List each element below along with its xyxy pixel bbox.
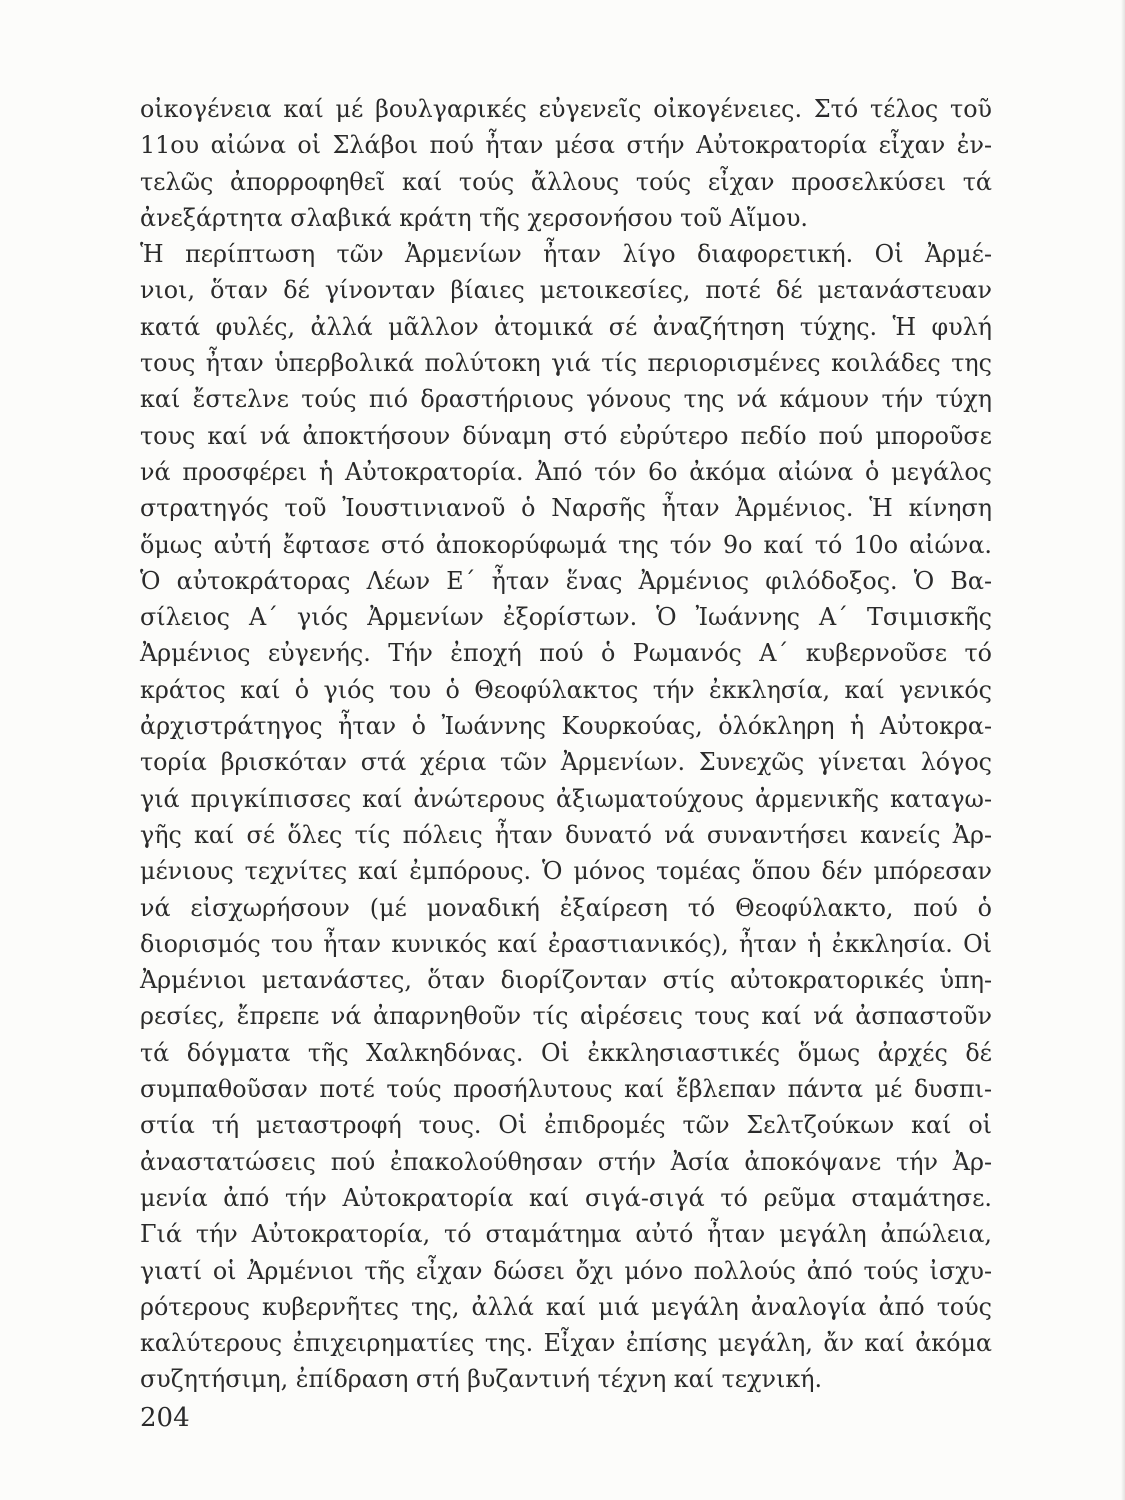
text-line: μενία ἀπό τήν Αὐτοκρατορία καί σιγά-σιγά τό ρεῦμα σταμάτησε. — [140, 1183, 992, 1212]
text-line: νά προσφέρει ἡ Αὐτοκρατορία. Ἀπό τόν 6ο ἀκόμα αἰώνα ὁ μεγάλος — [140, 457, 992, 486]
text-line: Ἡ περίπτωση τῶν Ἀρμενίων ἦταν λίγο διαφορετική. Οἱ Ἀρμέ- — [140, 240, 992, 269]
text-line: συζητήσιμη, ἐπίδραση στή βυζαντινή τέχνη καί τεχνική. — [140, 1365, 823, 1394]
text-line: νιοι, ὅταν δέ γίνονταν βίαιες μετοικεσίες, ποτέ δέ μετανάστευαν — [140, 276, 992, 305]
page-edge-shadow — [1121, 0, 1125, 1500]
text-line: 11ου αἰώνα οἱ Σλάβοι πού ἦταν μέσα στήν Αὐτοκρατορία εἶχαν ἐν- — [140, 131, 992, 160]
text-line: διορισμός του ἦταν κυνικός καί ἐραστιανικός), ἦταν ἡ ἐκκλησία. Οἱ — [140, 929, 992, 958]
text-line: ἀνεξάρτητα σλαβικά κράτη τῆς χερσονήσου τοῦ Αἵμου. — [140, 203, 808, 232]
text-line: ἀναστατώσεις πού ἐπακολούθησαν στήν Ἀσία ἀποκόψανε τήν Ἀρ- — [140, 1147, 992, 1176]
text-line: γιά πριγκίπισσες καί ἀνώτερους ἀξιωματούχους ἀρμενικῆς καταγω- — [140, 784, 992, 813]
text-line: κατά φυλές, ἀλλά μᾶλλον ἀτομικά σέ ἀναζήτηση τύχης. Ἡ φυλή — [140, 312, 992, 341]
text-line: στρατηγός τοῦ Ἰουστινιανοῦ ὁ Ναρσῆς ἦταν Ἀρμένιος. Ἡ κίνηση — [140, 494, 992, 523]
text-line: Ἀρμένιοι μετανάστες, ὅταν διορίζονταν στίς αὐτοκρατορικές ὑπη- — [140, 966, 992, 995]
page-number: 204 — [140, 1403, 190, 1433]
text-line: ρεσίες, ἔπρεπε νά ἀπαρνηθοῦν τίς αἱρέσεις τους καί νά ἀσπαστοῦν — [140, 1002, 992, 1031]
text-line: τά δόγματα τῆς Χαλκηδόνας. Οἱ ἐκκλησιαστικές ὅμως ἀρχές δέ — [140, 1038, 992, 1067]
text-line: Ἀρμένιος εὐγενής. Τήν ἐποχή πού ὁ Ρωμανός Α΄ κυβερνοῦσε τό — [140, 639, 992, 668]
text-line: ὅμως αὐτή ἔφτασε στό ἀποκορύφωμά της τόν 9ο καί τό 10ο αἰώνα. — [140, 530, 992, 559]
text-line: Γιά τήν Αὐτοκρατορία, τό σταμάτημα αὐτό ἦταν μεγάλη ἀπώλεια, — [140, 1220, 992, 1249]
text-line: συμπαθοῦσαν ποτέ τούς προσήλυτους καί ἔβλεπαν πάντα μέ δυσπι- — [140, 1075, 992, 1104]
text-line: μένιους τεχνίτες καί ἐμπόρους. Ὁ μόνος τομέας ὅπου δέν μπόρεσαν — [140, 857, 992, 886]
text-line: ἀρχιστράτηγος ἦταν ὁ Ἰωάννης Κουρκούας, ὁλόκληρη ἡ Αὐτοκρα- — [140, 712, 992, 741]
text-line: καλύτερους ἐπιχειρηματίες της. Εἶχαν ἐπίσης μεγάλη, ἄν καί ἀκόμα — [140, 1329, 992, 1358]
text-line: γιατί οἱ Ἀρμένιοι τῆς εἶχαν δώσει ὄχι μόνο πολλούς ἀπό τούς ἰσχυ- — [140, 1256, 992, 1285]
text-line: Ὁ αὐτοκράτορας Λέων Ε΄ ἦταν ἕνας Ἀρμένιος φιλόδοξος. Ὁ Βα- — [140, 566, 992, 595]
text-line: καί ἔστελνε τούς πιό δραστήριους γόνους της νά κάμουν τήν τύχη — [140, 385, 992, 414]
text-line: γῆς καί σέ ὅλες τίς πόλεις ἦταν δυνατό νά συναντήσει κανείς Ἀρ- — [140, 820, 992, 849]
text-line: οἰκογένεια καί μέ βουλγαρικές εὐγενεῖς οἰκογένειες. Στό τέλος τοῦ — [140, 95, 992, 123]
text-line: στία τή μεταστροφή τους. Οἱ ἐπιδρομές τῶν Σελτζούκων καί οἱ — [140, 1111, 992, 1140]
text-line: σίλειος Α΄ γιός Ἀρμενίων ἐξορίστων. Ὁ Ἰωάννης Α΄ Τσιμισκῆς — [140, 603, 992, 632]
text-line: τους καί νά ἀποκτήσουν δύναμη στό εὐρύτερο πεδίο πού μποροῦσε — [140, 421, 992, 450]
body-text — [140, 91, 992, 1398]
text-line: τελῶς ἀπορροφηθεῖ καί τούς ἄλλους τούς εἶχαν προσελκύσει τά — [140, 167, 992, 196]
text-line: κράτος καί ὁ γιός του ὁ Θεοφύλακτος τήν ἐκκλησία, καί γενικός — [140, 675, 992, 704]
text-line: ρότερους κυβερνῆτες της, ἀλλά καί μιά μεγάλη ἀναλογία ἀπό τούς — [140, 1292, 992, 1321]
text-line: τους ἦταν ὑπερβολικά πολύτοκη γιά τίς περιορισμένες κοιλάδες της — [140, 349, 992, 378]
text-line: τορία βρισκόταν στά χέρια τῶν Ἀρμενίων. Συνεχῶς γίνεται λόγος — [140, 748, 992, 777]
text-line: νά εἰσχωρήσουν (μέ μοναδική ἐξαίρεση τό Θεοφύλακτο, πού ὁ — [140, 893, 992, 922]
